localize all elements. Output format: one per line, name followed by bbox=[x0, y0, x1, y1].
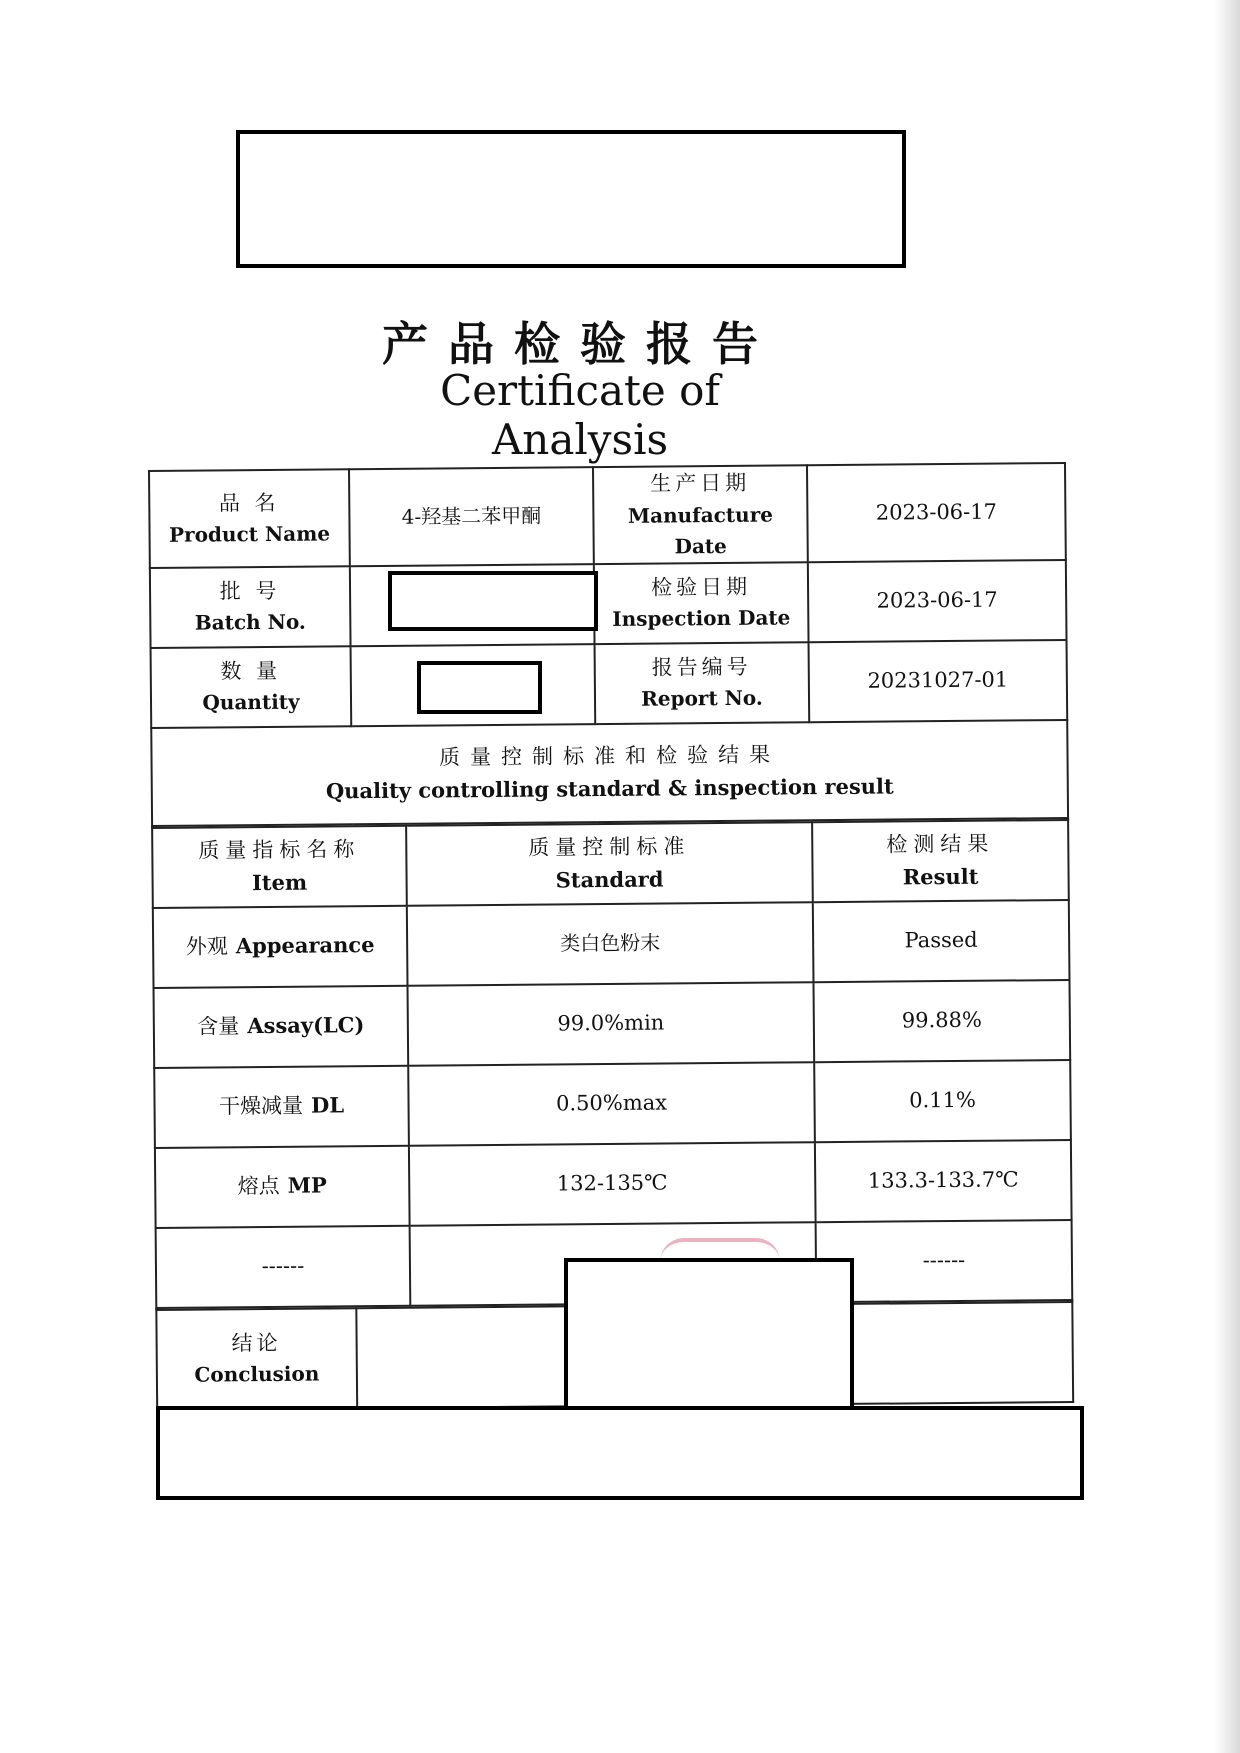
title-chinese: 产品检验报告 bbox=[382, 317, 778, 371]
item-cell: 熔点 MP bbox=[155, 1145, 410, 1227]
manufacture-date-value: 2023-06-17 bbox=[807, 463, 1066, 562]
result-cell: 99.88% bbox=[813, 980, 1070, 1062]
product-info-table bbox=[148, 462, 1069, 827]
result-header: 检测结果 Result bbox=[812, 820, 1069, 902]
conclusion-label: 结论 Conclusion bbox=[156, 1308, 357, 1410]
standard-cell: 0.50%max bbox=[408, 1062, 815, 1146]
table-row bbox=[153, 900, 1070, 988]
redacted-header bbox=[236, 130, 906, 268]
quantity-label: 数 量 Quantity bbox=[151, 646, 352, 728]
standard-cell: 类白色粉末 bbox=[407, 902, 814, 986]
standard-header: 质量控制标准 Standard bbox=[406, 822, 813, 906]
section-title: 质量控制标准和检验结果 Quality controlling standard & inspection result bbox=[151, 720, 1068, 826]
result-cell: Passed bbox=[813, 900, 1070, 982]
standard-cell: 99.0%min bbox=[408, 982, 815, 1066]
result-cell: 0.11% bbox=[814, 1060, 1071, 1142]
result-cell: 133.3-133.7℃ bbox=[815, 1140, 1072, 1222]
report-no-value: 20231027-01 bbox=[809, 640, 1068, 722]
title-english: Certificate of Analysis bbox=[440, 366, 720, 464]
table-row bbox=[154, 1060, 1071, 1148]
results-table bbox=[151, 819, 1073, 1309]
standard-cell: 132-135℃ bbox=[409, 1142, 816, 1226]
redacted-quantity bbox=[417, 661, 542, 714]
inspection-date-value: 2023-06-17 bbox=[808, 560, 1067, 642]
info-row bbox=[149, 463, 1066, 568]
report-no-label: 报告编号 Report No. bbox=[595, 642, 810, 724]
results-header-row bbox=[152, 820, 1069, 908]
redacted-signature-footer bbox=[156, 1406, 1084, 1500]
product-name-value: 4-羟基二苯甲酮 bbox=[349, 467, 594, 566]
page-edge-shadow bbox=[1214, 0, 1240, 1753]
section-title-row bbox=[151, 720, 1068, 826]
info-row bbox=[150, 560, 1067, 648]
batch-no-label: 批 号 Batch No. bbox=[150, 566, 351, 648]
table-row bbox=[154, 980, 1071, 1068]
info-row bbox=[151, 640, 1068, 728]
item-cell: 干燥减量 DL bbox=[154, 1065, 409, 1147]
redacted-batch-no bbox=[388, 571, 598, 631]
inspection-date-label: 检验日期 Inspection Date bbox=[594, 562, 809, 644]
item-cell: 含量 Assay(LC) bbox=[154, 985, 409, 1067]
item-cell: 外观 Appearance bbox=[153, 905, 408, 987]
manufacture-date-label: 生产日期 Manufacture Date bbox=[593, 465, 808, 563]
redacted-stamp-area bbox=[564, 1258, 854, 1410]
item-header: 质量指标名称 Item bbox=[152, 825, 407, 907]
result-cell: ------ bbox=[816, 1220, 1073, 1302]
table-row bbox=[155, 1140, 1072, 1228]
item-cell: ------ bbox=[156, 1225, 411, 1307]
product-name-label: 品 名 Product Name bbox=[149, 469, 350, 567]
